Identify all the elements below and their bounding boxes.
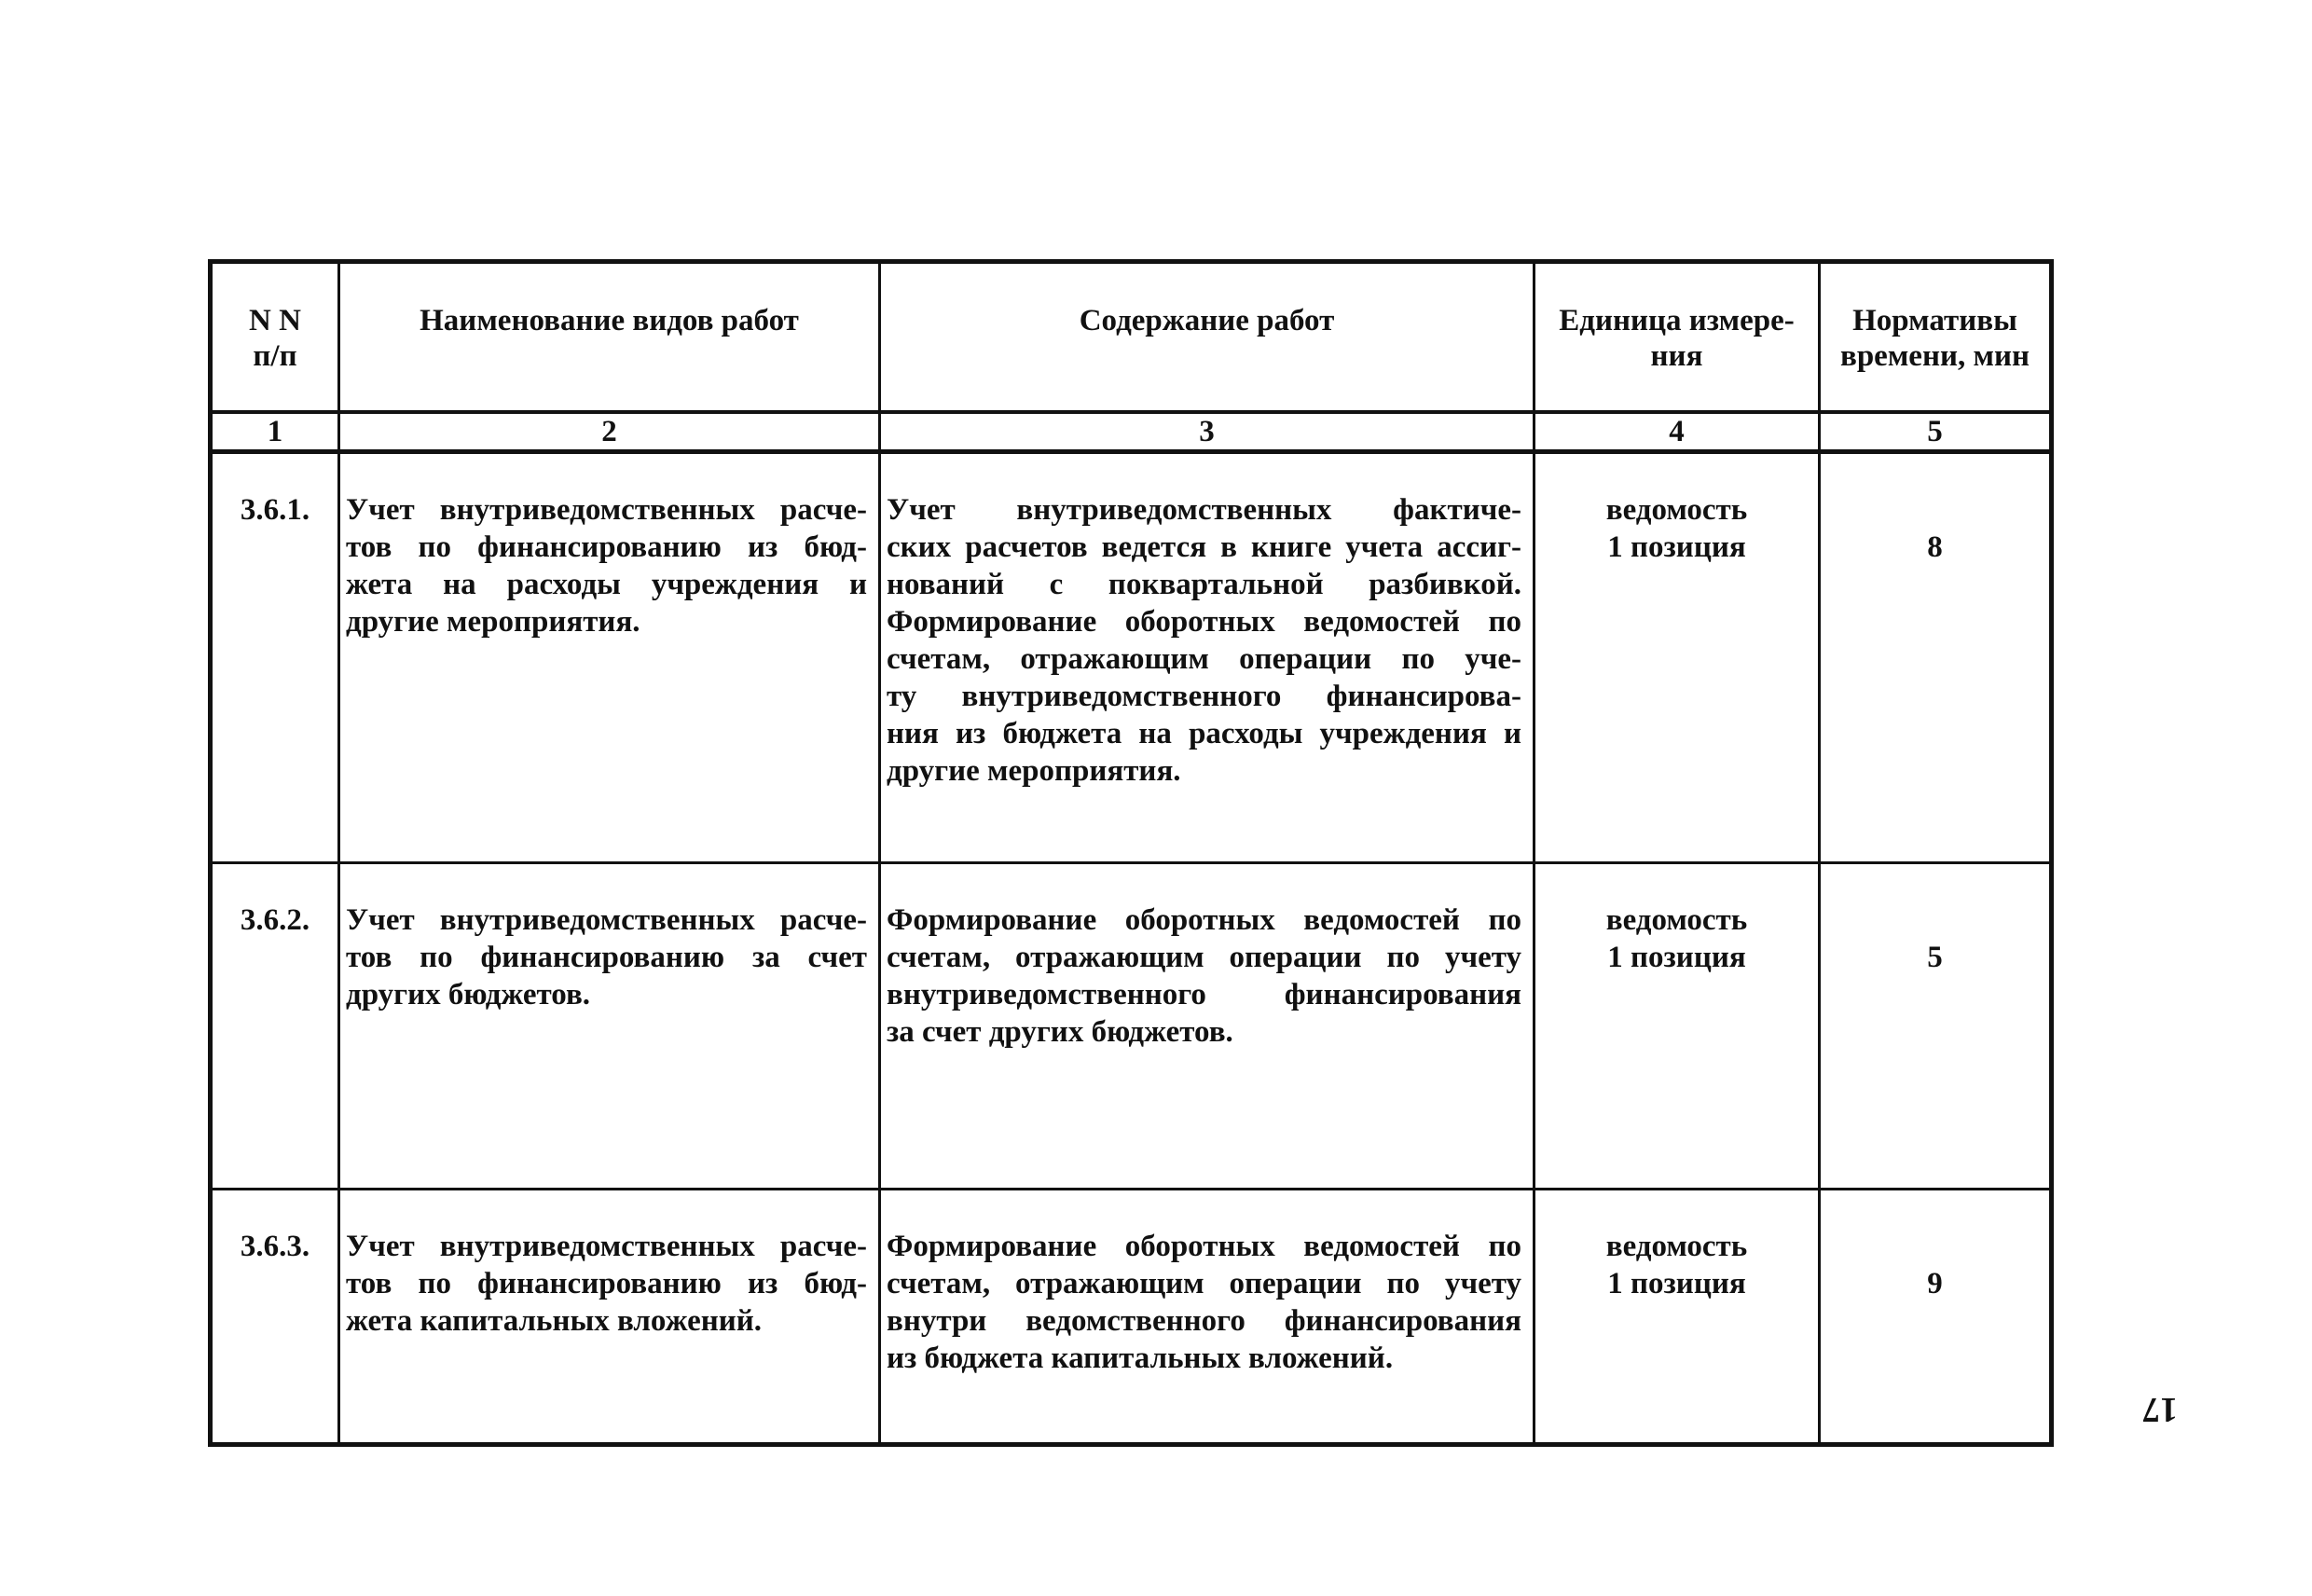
table-header-row bbox=[211, 262, 2052, 413]
header-row-number bbox=[211, 262, 339, 413]
text-line: счетам, отражающим операции по учету bbox=[887, 941, 1521, 974]
text-line: нований с поквартальной разбивкой. bbox=[887, 568, 1521, 601]
column-number-row bbox=[211, 412, 2052, 452]
text-line: внутриведомственного финансирования bbox=[887, 978, 1521, 1011]
unit-of-measure bbox=[1534, 1190, 1820, 1445]
header-work-name bbox=[339, 262, 880, 413]
work-content bbox=[880, 1190, 1534, 1445]
work-name bbox=[339, 452, 880, 863]
text-line: ния из бюджета на расходы учреждения и bbox=[887, 717, 1521, 750]
item-number: 3.6.2. bbox=[211, 863, 339, 1190]
column-number: 1 bbox=[211, 412, 339, 452]
text-line: Учет внутриведомственных расче- bbox=[346, 1230, 867, 1263]
text-line: за счет других бюджетов. bbox=[887, 1015, 1233, 1049]
table-row bbox=[211, 863, 2052, 1190]
unit-of-measure bbox=[1534, 863, 1820, 1190]
time-norm: 8 bbox=[1820, 452, 2052, 863]
text-line: Формирование оборотных ведомостей по bbox=[887, 605, 1521, 639]
header-text: времени, мин bbox=[1840, 339, 2030, 373]
work-content bbox=[880, 863, 1534, 1190]
text-line: 1 позиция bbox=[1607, 941, 1746, 974]
text-line: другие мероприятия. bbox=[346, 605, 640, 639]
work-norms-table bbox=[208, 259, 2054, 1447]
header-text: ния bbox=[1650, 339, 1703, 373]
text-line: тов по финансированию из бюд- bbox=[346, 1267, 867, 1300]
text-line: счетам, отражающим операции по уче- bbox=[887, 642, 1521, 676]
unit-of-measure bbox=[1534, 452, 1820, 863]
work-content bbox=[880, 452, 1534, 863]
text-line: жета на расходы учреждения и bbox=[346, 568, 867, 601]
header-text: N N bbox=[249, 304, 301, 337]
time-norm: 9 bbox=[1820, 1190, 2052, 1445]
text-line: ведомость bbox=[1605, 903, 1748, 937]
item-number: 3.6.1. bbox=[211, 452, 339, 863]
text-line: ту внутриведомственного финансирова- bbox=[887, 680, 1521, 713]
text-line: 1 позиция bbox=[1607, 530, 1746, 564]
text-line: внутри ведомственного финансирования bbox=[887, 1304, 1521, 1338]
column-number: 5 bbox=[1820, 412, 2052, 452]
text-line: ведомость bbox=[1605, 1230, 1748, 1263]
item-number: 3.6.3. bbox=[211, 1190, 339, 1445]
text-line: Учет внутриведомственных расче- bbox=[346, 493, 867, 527]
header-text: п/п bbox=[253, 339, 297, 373]
text-line: ведомость bbox=[1605, 493, 1748, 527]
table-row bbox=[211, 1190, 2052, 1445]
header-text: Наименование видов работ bbox=[420, 304, 799, 337]
text-line: Формирование оборотных ведомостей по bbox=[887, 1230, 1521, 1263]
work-name bbox=[339, 863, 880, 1190]
header-work-content bbox=[880, 262, 1534, 413]
text-line: из бюджета капитальных вложений. bbox=[887, 1341, 1394, 1375]
text-line: других бюджетов. bbox=[346, 978, 591, 1011]
header-text: Единица измере- bbox=[1559, 304, 1795, 337]
header-time-norm bbox=[1820, 262, 2052, 413]
text-line: жета капитальных вложений. bbox=[346, 1304, 763, 1338]
work-name bbox=[339, 1190, 880, 1445]
text-line: счетам, отражающим операции по учету bbox=[887, 1267, 1521, 1300]
text-line: другие мероприятия. bbox=[887, 754, 1181, 788]
text-line: Формирование оборотных ведомостей по bbox=[887, 903, 1521, 937]
column-number: 4 bbox=[1534, 412, 1820, 452]
header-text: Нормативы bbox=[1852, 304, 2017, 337]
text-line: ских расчетов ведется в книге учета ассиг- bbox=[887, 530, 1521, 564]
text-line: Учет внутриведомственных фактиче- bbox=[887, 493, 1521, 527]
table-row bbox=[211, 452, 2052, 863]
page-number: 17 bbox=[2142, 1390, 2178, 1429]
header-text: Содержание работ bbox=[1079, 304, 1335, 337]
header-unit bbox=[1534, 262, 1820, 413]
text-line: тов по финансированию из бюд- bbox=[346, 530, 867, 564]
text-line: Учет внутриведомственных расче- bbox=[346, 903, 867, 937]
text-line: тов по финансированию за счет bbox=[346, 941, 867, 974]
time-norm: 5 bbox=[1820, 863, 2052, 1190]
text-line: 1 позиция bbox=[1607, 1267, 1746, 1300]
column-number: 3 bbox=[880, 412, 1534, 452]
column-number: 2 bbox=[339, 412, 880, 452]
